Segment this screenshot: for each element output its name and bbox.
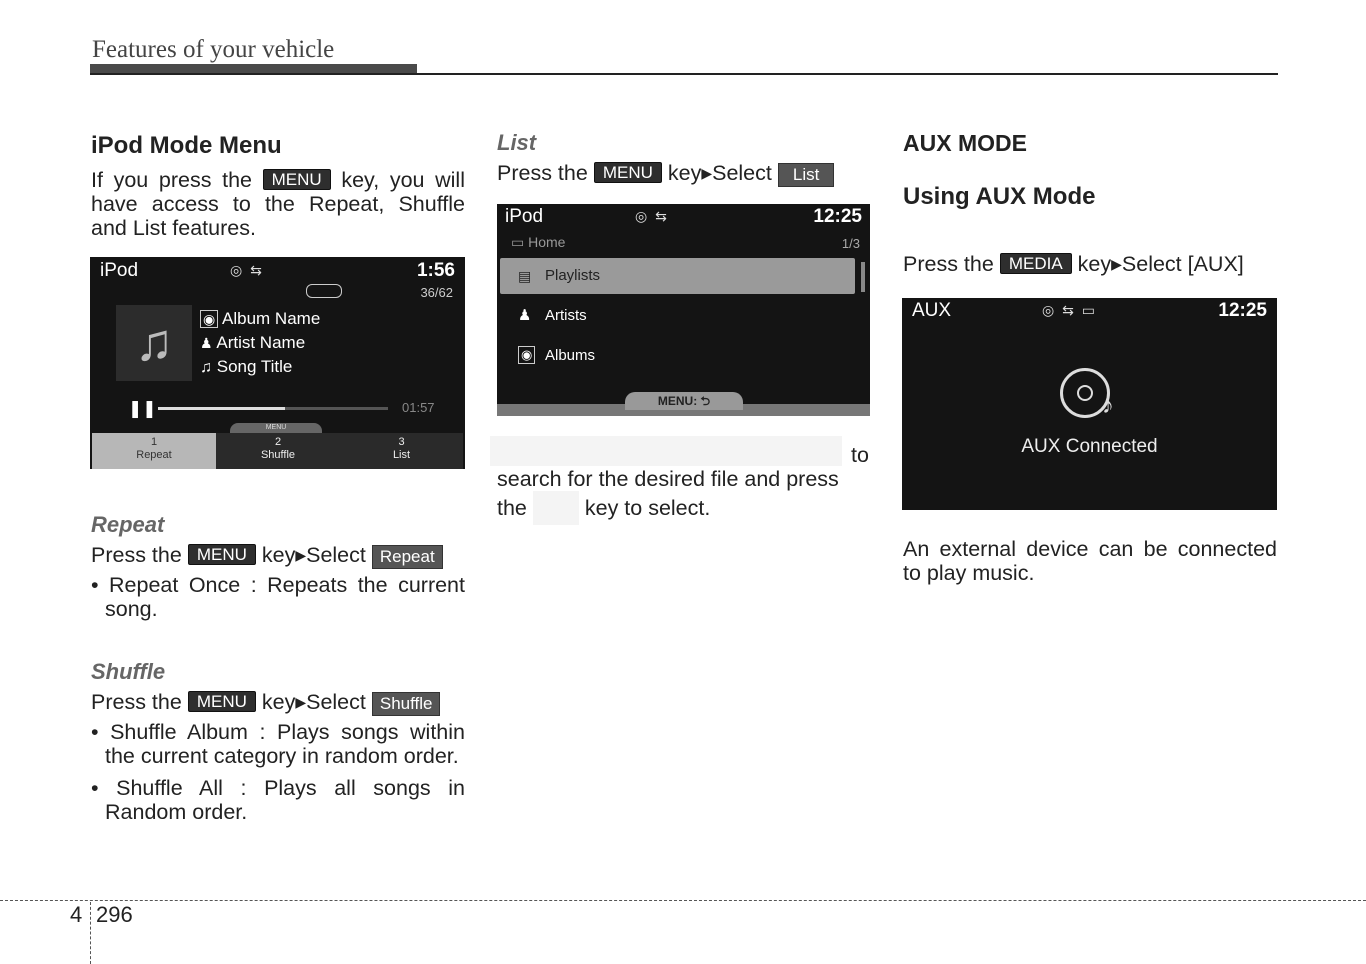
list-item-albums[interactable]: ◉ Albums bbox=[500, 338, 855, 374]
footer-rule bbox=[0, 900, 1366, 901]
repeat-section bbox=[91, 512, 465, 621]
arrow-right-icon: ▶ bbox=[295, 547, 307, 563]
shuffle-button-label: Shuffle bbox=[372, 692, 441, 716]
clock: 12:25 bbox=[813, 206, 862, 227]
music-note-icon: ♫ bbox=[200, 359, 212, 376]
tab-list[interactable]: 3 List bbox=[340, 433, 463, 469]
menu-key: MENU bbox=[263, 169, 331, 190]
header-rule bbox=[90, 73, 1278, 75]
album-art-icon: ♫ bbox=[116, 305, 192, 381]
status-icons: ◎ ⇆ bbox=[635, 208, 669, 224]
chapter-number: 4 bbox=[70, 902, 83, 927]
using-aux-title: Using AUX Mode bbox=[903, 183, 1096, 210]
section-title: iPod Mode Menu bbox=[91, 132, 282, 159]
album-icon: ◉ bbox=[200, 310, 218, 328]
screen-mode-label: AUX bbox=[912, 300, 952, 321]
list-item-playlists[interactable]: ▤ Playlists bbox=[500, 258, 855, 294]
text-key-select: the key to select. bbox=[497, 491, 710, 525]
running-header: Features of your vehicle bbox=[92, 36, 335, 63]
aux-screen bbox=[902, 298, 1277, 510]
shuffle-instruction: Press the MENU key▶Select Shuffle bbox=[91, 689, 465, 716]
list-title: List bbox=[497, 130, 537, 155]
folder-icon: ▭ bbox=[511, 234, 525, 250]
arrow-right-icon: ▶ bbox=[295, 694, 307, 710]
arrow-right-icon: ▶ bbox=[701, 165, 713, 181]
menu-key: MENU bbox=[188, 544, 256, 565]
screen-mode-label: iPod bbox=[505, 206, 544, 227]
redacted-area bbox=[490, 436, 842, 466]
ipod-playback-screen bbox=[90, 257, 465, 469]
pause-icon: ❚❚ bbox=[128, 399, 157, 418]
list-item-artists[interactable]: ♟ Artists bbox=[518, 307, 587, 324]
menu-back-button[interactable]: MENU: ⮌ bbox=[625, 392, 743, 410]
track-count: 36/62 bbox=[420, 285, 453, 300]
column-aux bbox=[903, 130, 1277, 277]
page-indicator: 1/3 bbox=[841, 236, 860, 251]
repeat-title: Repeat bbox=[91, 512, 165, 537]
tab-shuffle[interactable]: 2 Shuffle bbox=[216, 433, 340, 469]
status-icons: ◎ ⇆ bbox=[230, 262, 264, 278]
status-icons: ◎ ⇆ ▭ bbox=[1042, 302, 1097, 318]
repeat-instruction: Press the MENU key▶Select Repeat bbox=[91, 542, 465, 569]
screen-mode-label: iPod bbox=[100, 260, 139, 281]
intro-paragraph: If you press the MENU key, you will have access to the Repeat, Shuffle and List features. bbox=[91, 168, 465, 240]
person-icon: ♟ bbox=[200, 335, 213, 351]
artist-icon: ♟ bbox=[518, 307, 532, 324]
aux-note: An external device can be connected to play music. bbox=[903, 537, 1277, 585]
menu-tab-label: MENU bbox=[230, 423, 322, 433]
shuffle-all-bullet: • Shuffle All : Plays all songs in Random order. bbox=[91, 776, 465, 824]
home-breadcrumb[interactable]: ▭ Home bbox=[511, 234, 566, 250]
shuffle-section bbox=[91, 659, 465, 824]
redacted-key bbox=[533, 491, 579, 525]
artist-name-row: ♟ Artist Name bbox=[200, 333, 306, 352]
album-name-row: ◉ Album Name bbox=[200, 309, 320, 329]
tab-repeat[interactable]: 1 Repeat bbox=[92, 433, 216, 469]
progress-track bbox=[158, 407, 388, 410]
aux-plug-icon: ♪ bbox=[1102, 392, 1114, 419]
page-number: 296 bbox=[96, 902, 133, 927]
playlist-icon: ▤ bbox=[518, 268, 532, 284]
repeat-icon bbox=[306, 284, 342, 298]
aux-status: AUX Connected bbox=[1021, 436, 1158, 457]
footer-divider bbox=[90, 902, 91, 964]
aux-mode-title: AUX MODE bbox=[903, 130, 1027, 156]
menu-key: MENU bbox=[188, 691, 256, 712]
aux-instruction: Press the MEDIA key▶Select [AUX] bbox=[903, 252, 1244, 276]
list-button-label: List bbox=[778, 163, 834, 187]
scrollbar[interactable] bbox=[861, 262, 865, 292]
shuffle-title: Shuffle bbox=[91, 659, 166, 684]
list-instruction: Press the MENU key▶Select List bbox=[497, 160, 871, 187]
elapsed-time: 01:57 bbox=[402, 400, 435, 415]
song-title-row: ♫ Song Title bbox=[200, 357, 293, 376]
text-search: search for the desired file and press bbox=[497, 467, 839, 491]
media-key: MEDIA bbox=[1000, 253, 1072, 274]
column-ipod-menu bbox=[91, 132, 465, 240]
progress-fill bbox=[158, 407, 285, 410]
arrow-right-icon: ▶ bbox=[1111, 256, 1122, 272]
ipod-list-screen bbox=[497, 204, 870, 416]
shuffle-album-bullet: • Shuffle Album : Plays songs within the current category in random order. bbox=[91, 720, 465, 768]
clock: 12:25 bbox=[1218, 300, 1267, 321]
album-icon: ◉ bbox=[518, 346, 535, 364]
clock: 1:56 bbox=[416, 260, 455, 281]
repeat-button-label: Repeat bbox=[372, 545, 443, 569]
column-list bbox=[497, 130, 871, 187]
repeat-bullet: • Repeat Once : Repeats the current song. bbox=[91, 573, 465, 621]
text-to: to bbox=[851, 443, 869, 467]
menu-key: MENU bbox=[594, 162, 662, 183]
